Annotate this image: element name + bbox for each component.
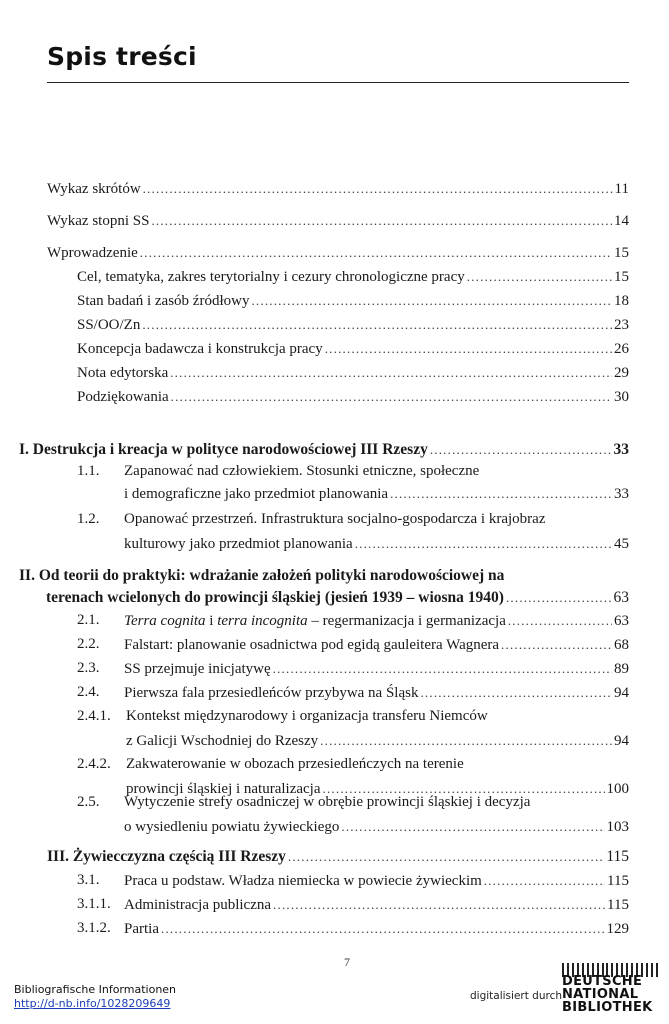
page-number: 15 [614,245,629,261]
bibliographic-label: Bibliografische Informationen [14,983,177,996]
page-number: 11 [614,181,629,197]
section-number: 3.1.2. [77,920,111,936]
page-title: Spis treści [47,42,197,71]
dnb-logo-text: DEUTSCHE NATIONAL BIBLIOTHEK [562,974,653,1015]
toc-entry[interactable]: Koncepcja badawcza i konstrukcja pracy ..... 26 [77,340,629,358]
toc-entry[interactable]: Terra cognita i terra incognita – regermanizacja i germanizacja ..... 63 [124,612,629,630]
page-number: 63 [614,613,629,629]
page-number: 14 [614,213,629,229]
page-number: 115 [607,873,629,889]
section-number: 1.1. [77,463,100,479]
toc-entry[interactable]: Cel, tematyka, zakres terytorialny i cezury chronologiczne pracy ..... 15 [77,268,629,286]
toc-entry[interactable]: SS/OO/Zn ..... 23 [77,316,629,334]
toc-entry[interactable]: Partia ..... 129 [124,920,629,938]
page-number: 30 [614,389,629,405]
toc-entry[interactable]: SS przejmuje inicjatywę ..... 89 [124,660,629,678]
toc-entry[interactable]: Wytyczenie strefy osadniczej w obrębie prowincji śląskiej i decyzja o wysiedleniu powiatu żywieckiego ..... 103 [124,794,629,836]
toc-chapter[interactable]: I. Destrukcja i kreacja w polityce narodowościowej III Rzeszy ..... 33 [19,441,629,458]
toc-entry[interactable]: Praca u podstaw. Władza niemiecka w powiecie żywieckim ..... 115 [124,872,629,890]
digitized-label: digitalisiert durch [470,990,563,1002]
page-number: 115 [606,848,629,865]
dnb-logo [562,963,658,1015]
page-number: 103 [606,819,629,835]
toc-entry[interactable]: Wykaz skrótów ..... 11 [47,180,629,198]
toc-entry[interactable]: Administracja publiczna ..... 115 [124,896,629,914]
section-number: 2.1. [77,612,100,628]
bibliographic-link[interactable]: http://d-nb.info/1028209649 [14,997,171,1010]
toc-entry[interactable]: Pierwsza fala przesiedleńców przybywa na Śląsk ..... 94 [124,684,629,702]
toc-entry[interactable]: Zapanować nad człowiekiem. Stosunki etniczne, społeczne i demograficzne jako przedmiot planowania ..... 33 [124,463,629,503]
section-number: 2.3. [77,660,100,676]
page-number: 94 [614,685,629,701]
toc-entry[interactable]: Kontekst międzynarodowy i organizacja transferu Niemców z Galicji Wschodniej do Rzeszy ..... 94 [126,708,629,750]
page-number: 33 [614,486,629,502]
section-number: 2.4. [77,684,100,700]
section-number: 3.1.1. [77,896,111,912]
section-number: 2.4.2. [77,756,111,772]
page-number: 29 [614,365,629,381]
section-number: 3.1. [77,872,100,888]
page-number: 63 [613,589,629,606]
page-number: 33 [613,441,629,458]
page-number: 18 [614,293,629,309]
section-number: 2.2. [77,636,100,652]
section-number: 2.4.1. [77,708,111,724]
toc-entry[interactable]: Podziękowania ..... 30 [77,388,629,406]
page-number: 15 [614,269,629,285]
page-number: 68 [614,637,629,653]
page-number: 129 [606,921,629,937]
toc-entry[interactable]: Falstart: planowanie osadnictwa pod egidą gauleitera Wagnera ..... 68 [124,636,629,654]
page-number: 45 [614,536,629,552]
page-number: 89 [614,661,629,677]
toc-entry[interactable]: Wprowadzenie ..... 15 [47,244,629,262]
toc-entry[interactable]: Stan badań i zasób źródłowy ..... 18 [77,292,629,310]
page-number-footer: 7 [344,955,350,969]
page-number: 100 [606,781,629,797]
page-number: 23 [614,317,629,333]
toc-entry[interactable]: Opanować przestrzeń. Infrastruktura socjalno-gospodarcza i krajobraz kulturowy jako przedmiot planowania ..... 45 [124,511,629,553]
toc-entry[interactable]: Nota edytorska ..... 29 [77,364,629,382]
page-number: 94 [614,733,629,749]
toc-entry[interactable]: Wykaz stopni SS ..... 14 [47,212,629,230]
page-number: 26 [614,341,629,357]
toc-chapter[interactable]: III. Żywiecczyzna częścią III Rzeszy ..... 115 [47,848,629,865]
section-number: 1.2. [77,511,100,527]
toc-entry[interactable]: Zakwaterowanie w obozach przesiedleńczych na terenie prowincji śląskiej i naturalizacja ..... 100 [126,756,629,798]
toc-chapter[interactable]: II. Od teorii do praktyki: wdrażanie założeń polityki narodowościowej na terenach wcielonych do prowincji śląskiej (jesień 1939 – wiosna 1940) ..... 63 [19,567,629,606]
page-number: 115 [607,897,629,913]
bibliographic-info [14,983,176,1011]
section-number: 2.5. [77,794,100,810]
